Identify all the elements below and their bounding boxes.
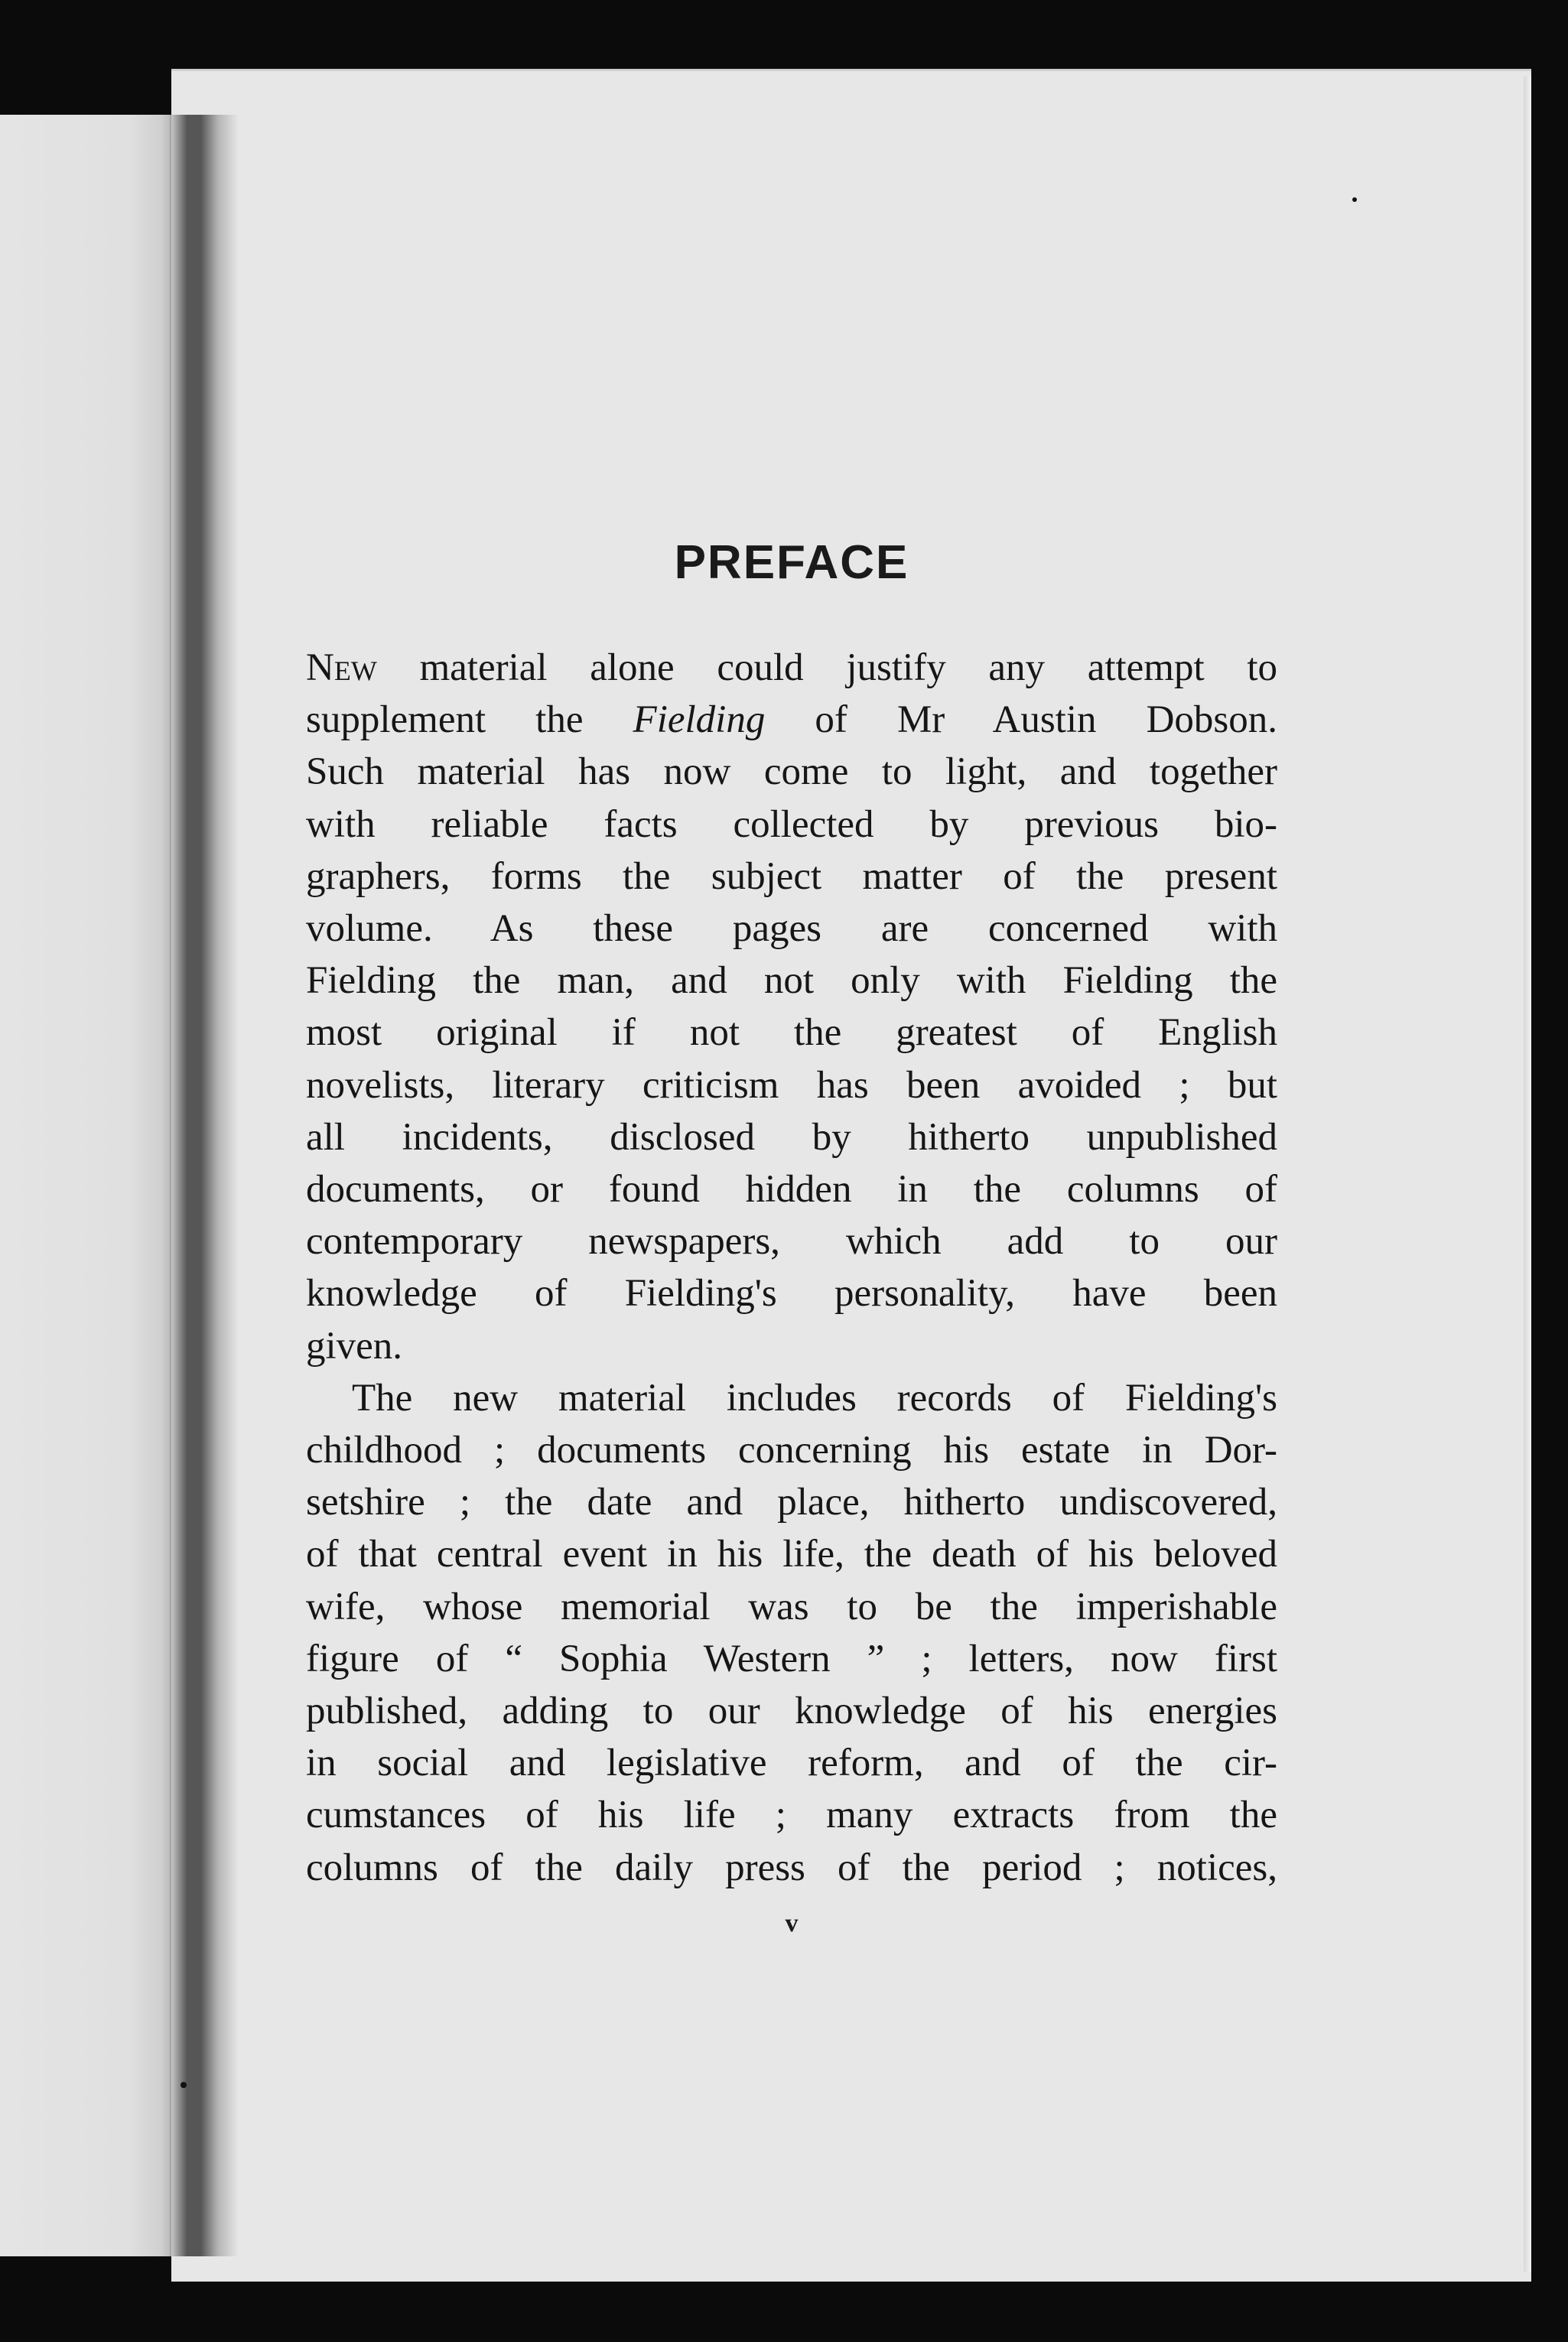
text-line: setshire ; the date and place, hitherto undiscovered, (306, 1481, 1277, 1524)
text-line: all incidents, disclosed by hitherto unpublished (306, 1115, 1277, 1159)
text-line: of that central event in his life, the death of his beloved (306, 1533, 1277, 1576)
text-line: Such material has now come to light, and together (306, 750, 1277, 794)
page-fore-edge (1524, 76, 1531, 2272)
text-line: knowledge of Fielding's personality, have been (306, 1272, 1277, 1316)
scan-speck (181, 2082, 187, 2088)
text-line: Fielding the man, and not only with Fielding the (306, 959, 1277, 1003)
text-line: volume. As these pages are concerned with (306, 907, 1277, 951)
italic-title: Fielding (633, 698, 766, 742)
page-number: v (785, 1909, 799, 1937)
gutter-shadow (170, 115, 239, 2256)
text-line: with reliable facts collected by previous bio- (306, 802, 1277, 846)
preface-text-block (306, 535, 1277, 1894)
text-line: wife, whose memorial was to be the imperishable (306, 1585, 1277, 1628)
text-line: The new material includes records of Fielding's (352, 1376, 1277, 1420)
text-line: New material alone could justify any attempt to (306, 646, 1277, 689)
paragraph-1 (306, 642, 1277, 1372)
page-title: PREFACE (674, 536, 909, 589)
facing-page-edge (0, 115, 184, 2256)
text-line: childhood ; documents concerning his estate in Dor- (306, 1429, 1277, 1472)
text-line: in social and legislative reform, and of the cir- (306, 1742, 1277, 1785)
text-line: contemporary newspapers, which add to our (306, 1220, 1277, 1264)
text-line: published, adding to our knowledge of his energies (306, 1690, 1277, 1733)
text-line: graphers, forms the subject matter of the present (306, 854, 1277, 898)
text-line: cumstances of his life ; many extracts from the (306, 1794, 1277, 1837)
text-line: figure of “ Sophia Western ” ; letters, now first (306, 1637, 1277, 1680)
paragraph-2 (306, 1372, 1277, 1894)
text-line: columns of the daily press of the period ; notices, (306, 1846, 1277, 1889)
text-line: novelists, literary criticism has been avoided ; but (306, 1063, 1277, 1107)
text-line: supplement the Fielding of Mr Austin Dobson. (306, 698, 1278, 742)
text-line: given. (306, 1324, 403, 1368)
scan-speck (1352, 197, 1357, 202)
text-line: documents, or found hidden in the columns of (306, 1168, 1277, 1212)
text-line: most original if not the greatest of English (306, 1011, 1277, 1055)
drop-word: New (306, 646, 377, 689)
